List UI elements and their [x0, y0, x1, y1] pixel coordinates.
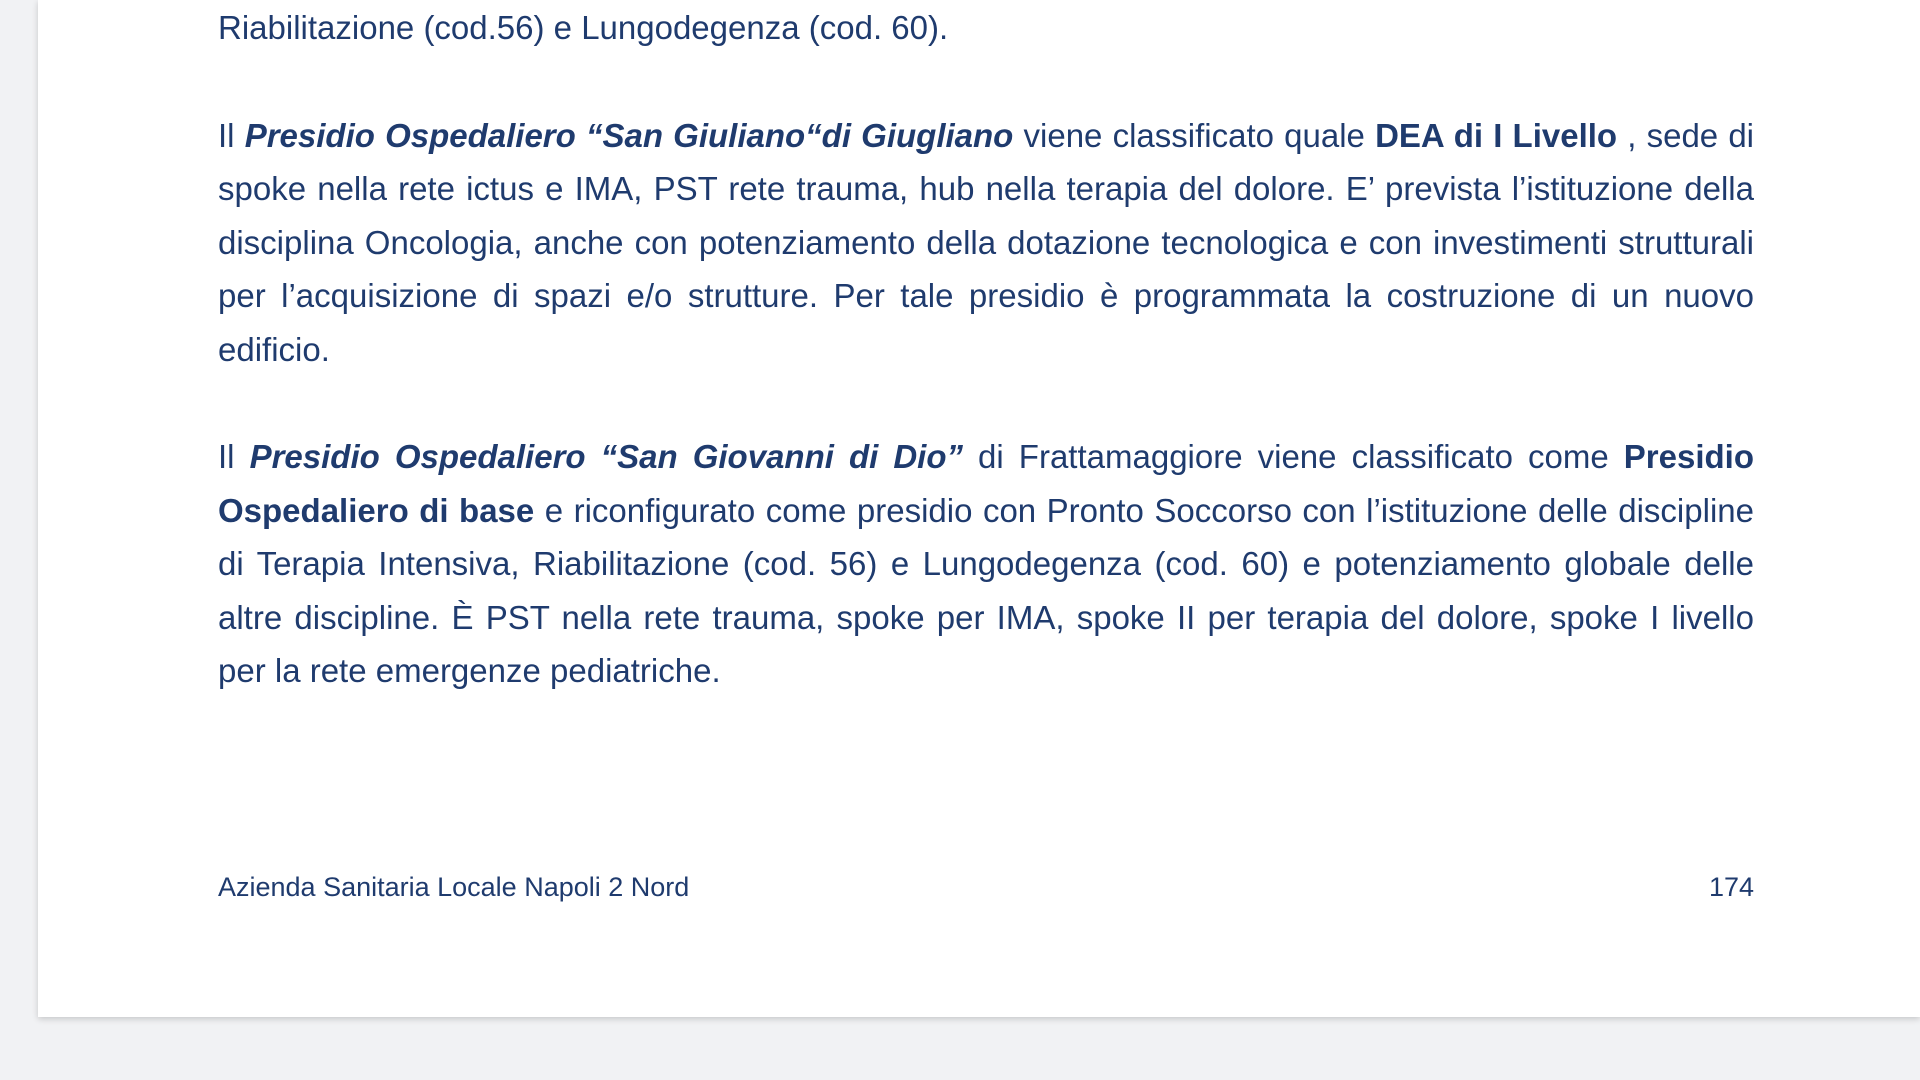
paragraph-lead: Il	[218, 438, 250, 475]
continued-text-line: Riabilitazione (cod.56) e Lungodegenza (cod. 60).	[218, 9, 949, 46]
paragraph-lead: Il	[218, 116, 245, 154]
hospital-level: DEA di I Livello	[1375, 116, 1618, 154]
page-body	[218, 0, 1754, 698]
paragraph-mid: di Frattamaggiore viene classificato come	[963, 438, 1624, 475]
paragraph-san-giovanni	[218, 430, 1754, 698]
paragraph-san-giuliano	[218, 109, 1754, 377]
paragraph-mid: viene classificato quale	[1013, 116, 1376, 154]
document-page	[38, 0, 1920, 1017]
hospital-level: Presidio Ospedaliero di base	[218, 438, 1754, 529]
page-number: 174	[1708, 872, 1754, 902]
footer-organization: Azienda Sanitaria Locale Napoli 2 Nord	[218, 872, 690, 902]
hospital-name: Presidio Ospedaliero “San Giuliano“di Giugliano	[244, 116, 1014, 154]
hospital-name: Presidio Ospedaliero “San Giovanni di Dio”	[249, 438, 963, 475]
paragraph-rest: e riconfigurato come presidio con Pronto Soccorso con l’istituzione delle discipline di Terapia Intensiva, Riabilitazione (cod. 56) e Lungodegenza (cod. 60) e potenziamento globale delle altre discipline. È PST nella rete trauma, spoke per IMA, spoke II per terapia del dolore, spoke I livello per la rete emergenze pediatriche.	[218, 491, 1754, 689]
paragraph-rest: , sede di spoke nella rete ictus e IMA, PST rete trauma, hub nella terapia del dolore. E’ prevista l’istituzione della disciplina Oncologia, anche con potenziamento della dotazione tecnologica e con investimenti strutturali per l’acquisizione di spazi e/o strutture. Per tale presidio è programmata la costruzione di un nuovo edificio.	[218, 116, 1755, 368]
